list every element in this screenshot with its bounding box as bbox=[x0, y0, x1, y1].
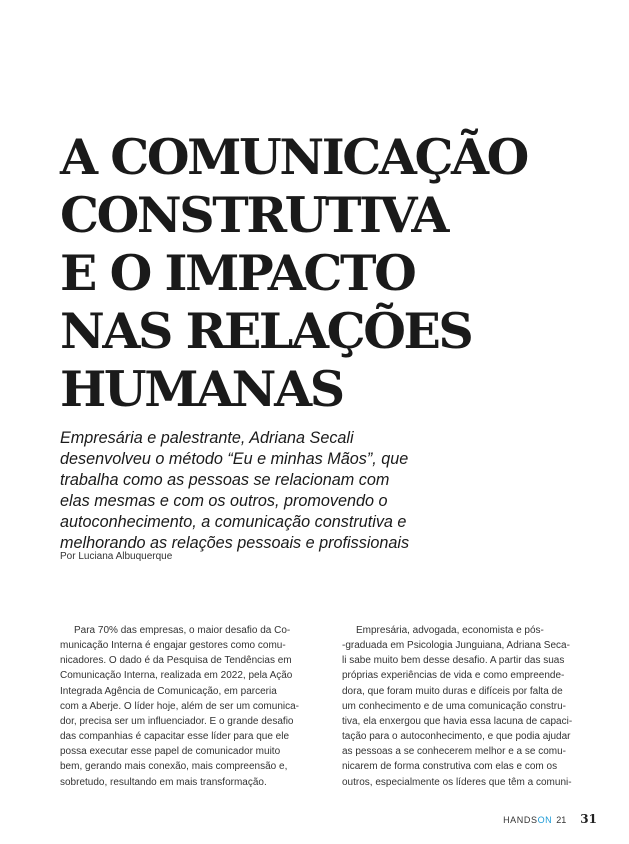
lede-line: trabalha como as pessoas se relacionam com bbox=[60, 471, 390, 489]
body-line: nicadores. O dado é da Pesquisa de Tendências em bbox=[60, 655, 292, 667]
body-line: das companhias é capacitar esse líder para que ele bbox=[60, 731, 290, 743]
body-line: Comunicação Interna, realizada em 2022, pela Ação bbox=[60, 670, 293, 682]
body-line: dor, precisa ser um influenciador. E o grande desafio bbox=[60, 715, 294, 727]
body-line: -graduada em Psicologia Junguiana, Adriana Seca- bbox=[342, 640, 570, 652]
brand-accent: ON bbox=[537, 815, 553, 825]
magazine-brand bbox=[503, 815, 552, 825]
title-line: A COMUNICAÇÃO bbox=[60, 128, 527, 186]
title-line: CONSTRUTIVA bbox=[60, 186, 447, 244]
page-number: 31 bbox=[580, 812, 597, 826]
article-lede bbox=[60, 428, 580, 554]
body-line: próprias experiências de vida e como empreende- bbox=[342, 670, 565, 682]
issue-number: 21 bbox=[556, 815, 567, 825]
lede-line: desenvolveu o método “Eu e minhas Mãos”, que bbox=[60, 450, 409, 468]
brand-prefix: HANDS bbox=[503, 815, 538, 825]
body-line: tação para o autoconhecimento, e que podia ajudar bbox=[342, 731, 571, 743]
page-footer bbox=[503, 812, 597, 826]
lede-line: autoconhecimento, a comunicação construtiva e bbox=[60, 513, 407, 531]
title-line: E O IMPACTO bbox=[60, 244, 415, 302]
body-line: Integrada Agência de Comunicação, em parceria bbox=[60, 685, 277, 697]
body-line: outros, especialmente os líderes que têm a comuni- bbox=[342, 776, 572, 788]
lede-line: melhorando as relações pessoais e profissionais bbox=[60, 534, 410, 552]
body-line: um conhecimento e de uma comunicação constru- bbox=[342, 700, 567, 712]
article-title bbox=[60, 128, 580, 418]
body-line: municação Interna é engajar gestores como comu- bbox=[60, 640, 286, 652]
body-line: bem, gerando mais conexão, mais compreensão e, bbox=[60, 761, 288, 773]
body-line: sobretudo, resultando em mais transformação. bbox=[60, 776, 267, 788]
body-column-right bbox=[342, 623, 594, 790]
body-line: dora, que foram muito duras e difíceis por falta de bbox=[342, 685, 563, 697]
title-line: HUMANAS bbox=[60, 360, 343, 418]
body-line: possa executar esse papel de comunicador muito bbox=[60, 746, 281, 758]
byline: Por Luciana Albuquerque bbox=[60, 551, 173, 562]
lede-line: elas mesmas e com os outros, promovendo o bbox=[60, 492, 388, 510]
body-column-left bbox=[60, 623, 310, 790]
body-line: li sabe muito bem desse desafio. A partir das suas bbox=[342, 655, 565, 667]
body-line: Para 70% das empresas, o maior desafio da Co- bbox=[74, 625, 291, 636]
lede-line: Empresária e palestrante, Adriana Secali bbox=[60, 429, 354, 447]
body-line: tiva, ela enxergou que havia essa lacuna de capaci- bbox=[342, 715, 573, 727]
body-line: as pessoas a se conhecerem melhor e a se comu- bbox=[342, 746, 566, 758]
body-line: nicarem de forma construtiva com elas e com os bbox=[342, 761, 558, 773]
body-line: com a Aberje. O líder hoje, além de ser um comunica- bbox=[60, 700, 299, 712]
body-line: Empresária, advogada, economista e pós- bbox=[356, 625, 544, 636]
title-line: NAS RELAÇÕES bbox=[60, 302, 472, 360]
